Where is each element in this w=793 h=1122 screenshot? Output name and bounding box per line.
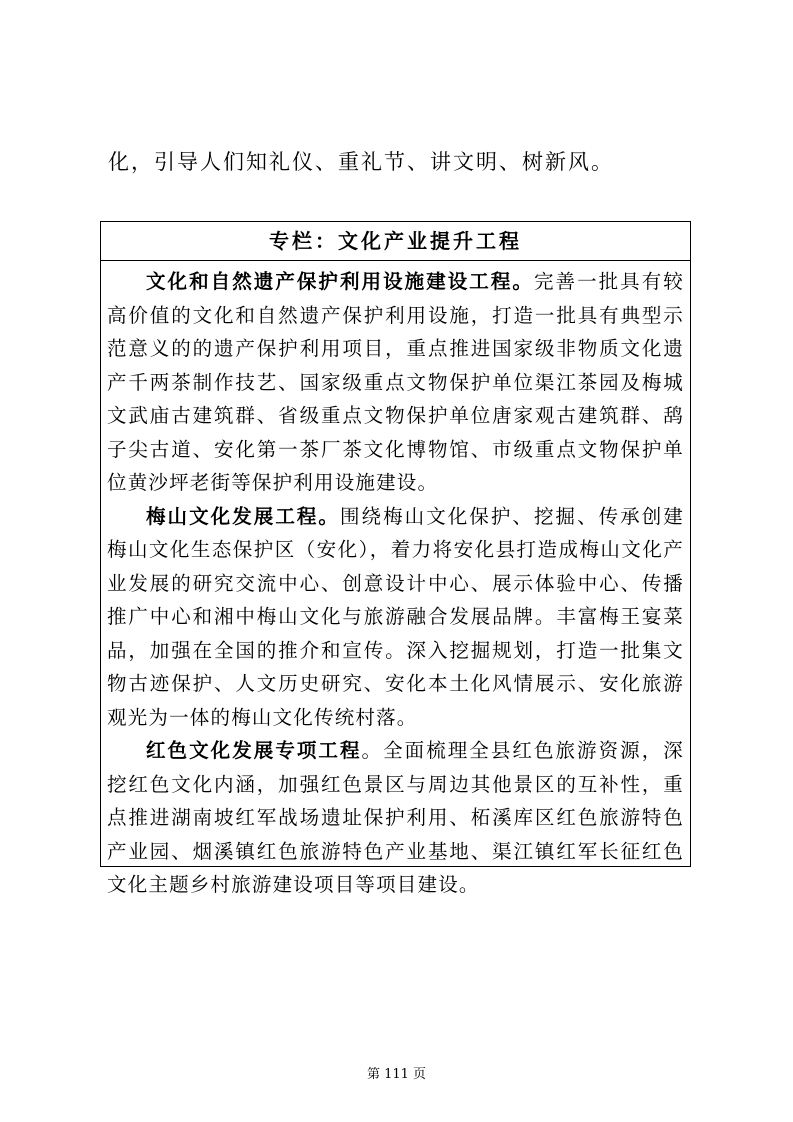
column-body (101, 261, 690, 902)
feature-column (100, 221, 691, 896)
column-title: 专栏：文化产业提升工程 (101, 222, 690, 261)
paragraph-heritage (107, 265, 684, 500)
paragraph-heritage-title: 文化和自然遗产保护利用设施建设工程。 (146, 270, 534, 293)
paragraph-red-culture-title: 红色文化发展专项工程 (146, 739, 362, 762)
paragraph-meishan-body: 围绕梅山文化保护、挖掘、传承创建梅山文化生态保护区（安化），着力将安化县打造成梅山文化产业发展的研究交流中心、创意设计中心、展示体验中心、传播推广中心和湘中梅山文化与旅游融合发展品牌。丰富梅王宴菜品，加强在全国的推介和宣传。深入挖掘规划，打造一批集文物古迹保护、人文历史研究、安化本土化风情展示、安化旅游观光为一体的梅山文化传统村落。 (107, 504, 684, 729)
paragraph-red-culture (107, 734, 684, 902)
page-number: 第 111 页 (366, 1067, 427, 1082)
paragraph-heritage-body: 完善一批具有较高价值的文化和自然遗产保护利用设施，打造一批具有典型示范意义的的遗产保护利用项目，重点推进国家级非物质文化遗产千两茶制作技艺、国家级重点文物保护单位渠江茶园及梅城文武庙古建筑群、省级重点文物保护单位唐家观古建筑群、鸹子尖古道、安化第一茶厂茶文化博物馆、市级重点文物保护单位黄沙坪老街等保护利用设施建设。 (107, 270, 684, 494)
paragraph-red-culture-body: 。全面梳理全县红色旅游资源，深挖红色文化内涵，加强红色景区与周边其他景区的互补性，重点推进湖南坡红军战场遗址保护利用、柘溪库区红色旅游特色产业园、烟溪镇红色旅游特色产业基地、渠江镇红军长征红色文化主题乡村旅游建设项目等项目建设。 (107, 739, 684, 896)
paragraph-meishan-title: 梅山文化发展工程。 (146, 504, 340, 528)
intro-text: 化，引导人们知礼仪、重礼节、讲文明、树新风。 (108, 150, 614, 174)
paragraph-meishan (107, 500, 684, 735)
